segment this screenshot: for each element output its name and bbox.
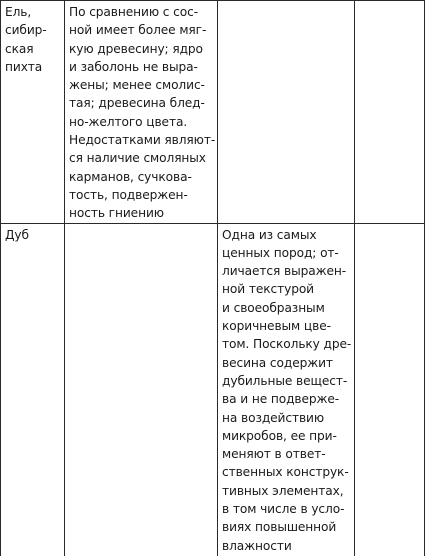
text-line: По сравнению с сос- <box>69 5 199 19</box>
cell-text <box>5 226 60 244</box>
text-line: но-желтого цвета. <box>69 114 188 129</box>
text-line: в том числе в усло- <box>222 502 345 517</box>
cell-advantages <box>65 223 218 556</box>
text-line: пихта <box>5 59 43 74</box>
text-line: ценных пород; от- <box>222 245 339 260</box>
text-line: ская <box>5 41 34 56</box>
text-line: на воздействию <box>222 410 325 425</box>
text-line: ственных конструк- <box>222 465 349 480</box>
text-line: том. Поскольку дре- <box>222 337 352 352</box>
text-line: ной текстурой <box>222 282 315 297</box>
cell-applications <box>218 223 355 556</box>
table-row-spruce <box>1 1 425 224</box>
cell-text <box>69 3 216 223</box>
text-line: микробов, ее при- <box>222 428 337 443</box>
text-line: сибир- <box>5 23 47 38</box>
text-line: ность гниению <box>69 206 164 221</box>
cell-text <box>5 3 60 76</box>
text-line: весина содержит <box>222 355 333 370</box>
text-line: кую древесину; ядро <box>69 41 203 56</box>
text-line: личается выражен- <box>222 264 347 279</box>
text-line: и своеобразным <box>222 300 325 315</box>
text-line: дубильные вещест- <box>222 373 348 388</box>
text-line: Дуб <box>5 227 29 242</box>
text-line: влажности <box>222 538 292 553</box>
text-line: ва и не подверже- <box>222 392 340 407</box>
text-line: карманов, сучковa- <box>69 169 192 184</box>
cell-notes <box>355 223 425 556</box>
text-line: Одна из самых <box>222 227 317 242</box>
text-line: коричневым цве- <box>222 319 331 334</box>
text-line: тая; древесина блед- <box>69 96 205 111</box>
cell-advantages <box>65 1 218 224</box>
text-line: Ель, <box>5 5 32 19</box>
text-line: жены; менее смолис- <box>69 78 205 93</box>
text-line: тость, подвержен- <box>69 187 188 202</box>
text-line: меняют в ответ- <box>222 447 326 462</box>
cell-species <box>1 1 65 224</box>
cell-text <box>222 226 350 555</box>
text-line: тивных элементах, <box>222 483 344 498</box>
cell-species <box>1 223 65 556</box>
cell-applications <box>218 1 355 224</box>
cell-notes <box>355 1 425 224</box>
text-line: ся наличие смоляных <box>69 151 206 166</box>
text-line: и заболонь не выра- <box>69 59 198 74</box>
text-line: ной имеет более мяг- <box>69 23 207 38</box>
text-line: Недостатками являют- <box>69 133 216 148</box>
table-row-oak <box>1 223 425 556</box>
text-line: виях повышенной <box>222 520 337 535</box>
